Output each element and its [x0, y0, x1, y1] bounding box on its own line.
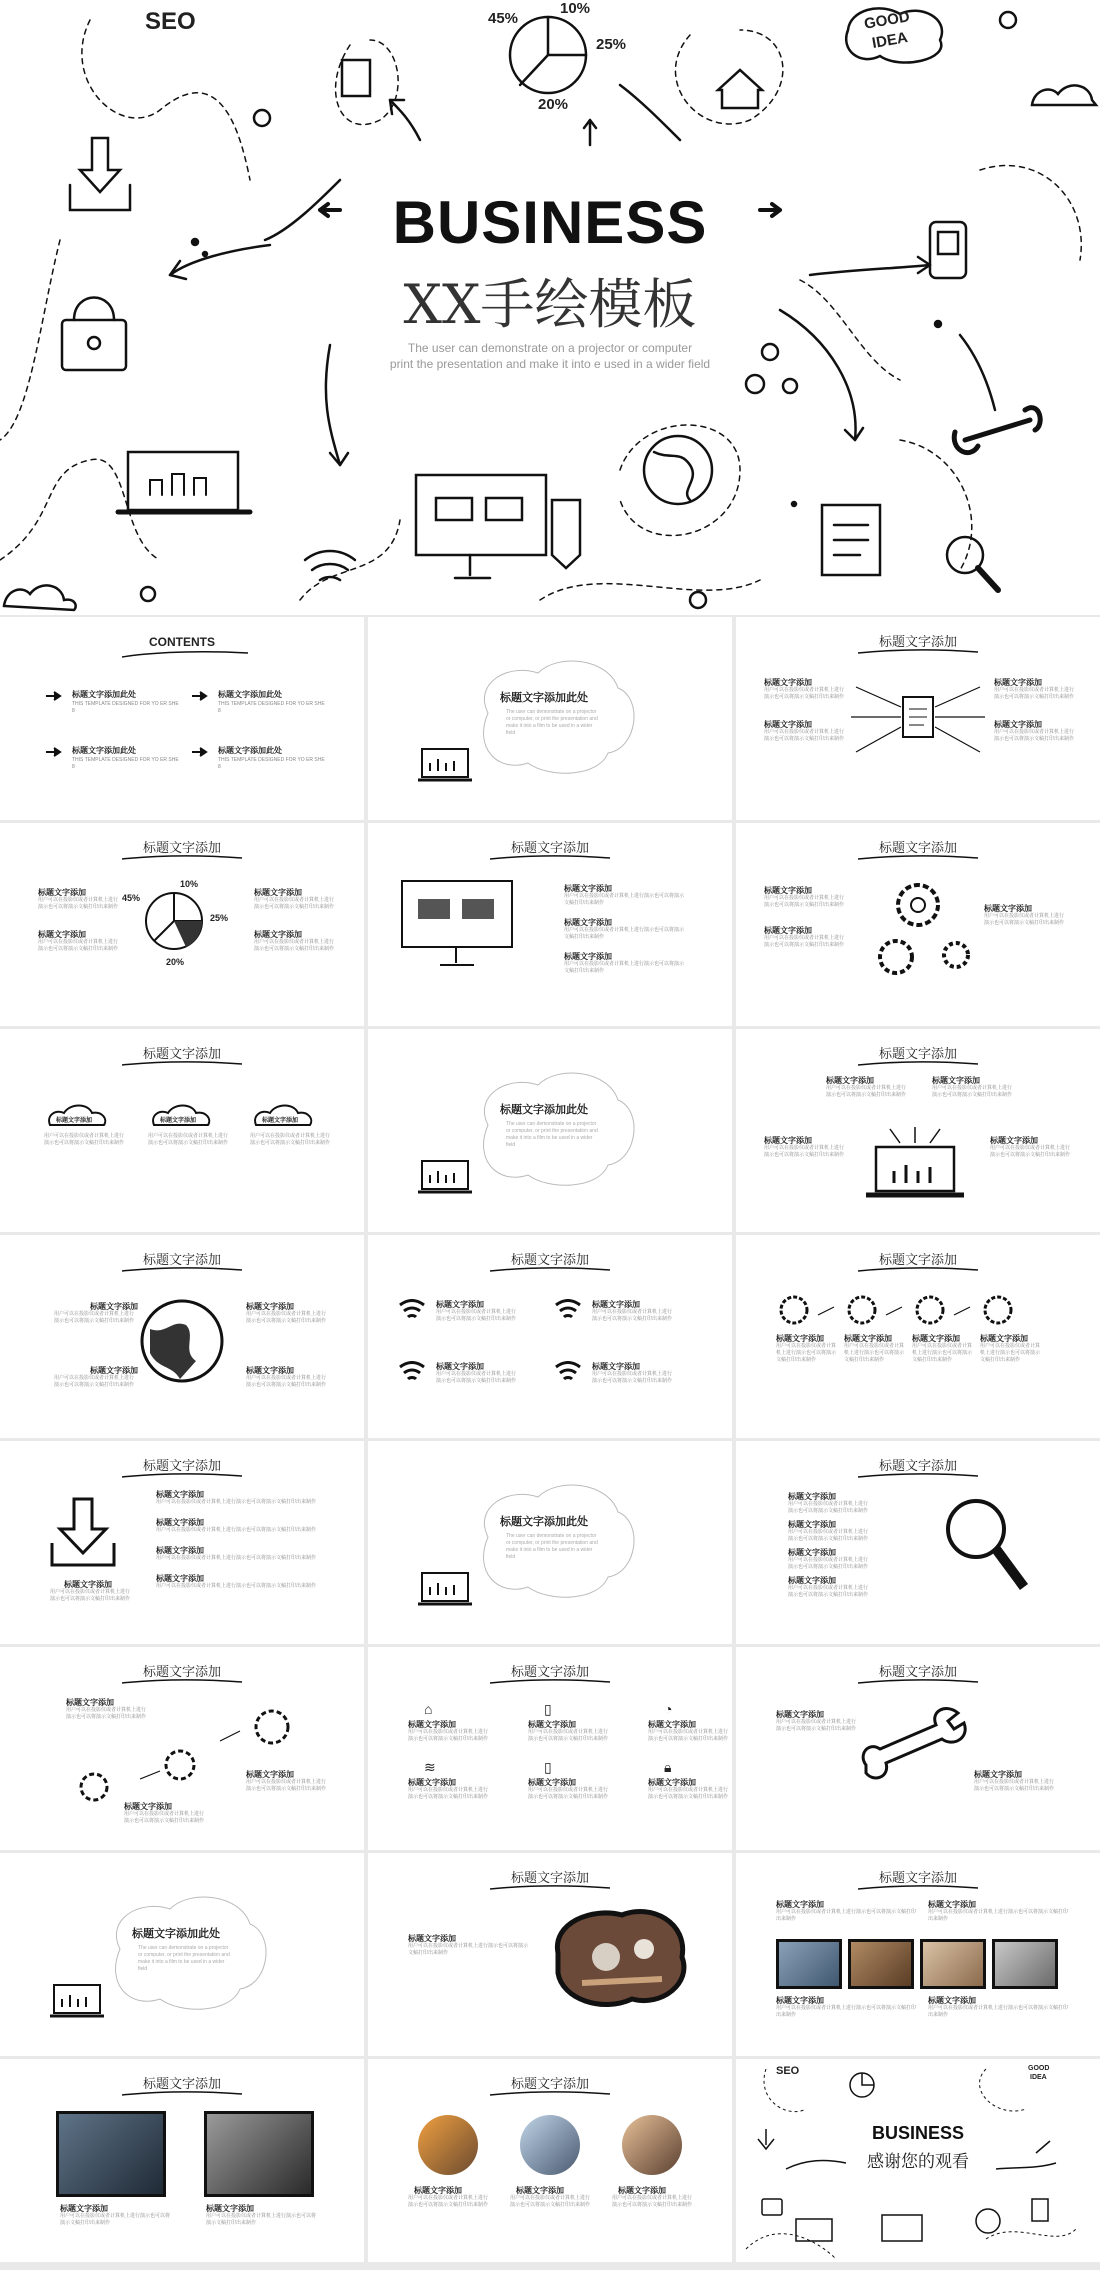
item-text: 用户可以在投影仪或者计算机上进行演示也可以将演示文稿打印出来制作	[54, 1375, 135, 1388]
slide-title: 标题文字添加	[878, 1665, 957, 1680]
arrow-right-icon	[46, 747, 62, 757]
item-text: 用户可以在投影仪或者计算机上进行演示也可以将演示文稿打印出来制作	[156, 1583, 317, 1589]
item-title: 标题文字添加	[844, 1334, 892, 1343]
item-text: 用户可以在投影仪或者计算机上进行演示也可以将演示文稿打印出来制作	[124, 1811, 205, 1824]
section-title: 标题文字添加此处	[500, 1104, 588, 1116]
swoosh-underline	[122, 2091, 242, 2097]
swoosh-underline	[858, 1473, 978, 1479]
item-title: 标题文字添加	[254, 888, 302, 897]
slide-gears[interactable]	[736, 823, 1100, 1026]
slide-download[interactable]	[0, 1441, 364, 1644]
item-title: 标题文字添加	[764, 1136, 812, 1145]
item-text: 用户可以在投影仪或者计算机上进行演示也可以将演示文稿打印出来制作	[984, 913, 1065, 926]
swoosh-underline	[122, 1679, 242, 1685]
item-title: 标题文字添加	[764, 720, 812, 729]
pie-10-label: 10%	[180, 879, 199, 889]
item-text: 用户可以在投影仪或者计算机上进行演示也可以将演示文稿打印出来制作	[50, 1589, 131, 1602]
item-text: 用户可以在投影仪或者计算机上进行演示也可以将演示文稿打印出来制作	[974, 1779, 1055, 1792]
cover-description-line-2: print the presentation and make it into e used in a wider field	[389, 357, 711, 371]
item-title: 标题文字添加	[764, 886, 812, 895]
item-title: 标题文字添加	[408, 1934, 456, 1943]
slide-wrench[interactable]	[736, 1647, 1100, 1850]
contents-item-title: 标题文字添加此处	[72, 690, 136, 699]
item-title: 标题文字添加	[38, 930, 86, 939]
item-title: 标题文字添加	[254, 930, 302, 939]
item-text: 用户可以在投影仪或者计算机上进行演示也可以将演示文稿打印出来制作	[776, 1909, 917, 1922]
item-text: 用户可以在投影仪或者计算机上进行演示也可以将演示文稿打印出来制作	[788, 1585, 869, 1598]
contents-item-title: 标题文字添加此处	[218, 690, 282, 699]
item-text: 用户可以在投影仪或者计算机上进行演示也可以将演示文稿打印出来制作	[980, 1343, 1041, 1363]
item-text: 用户可以在投影仪或者计算机上进行演示也可以将演示文稿打印出来制作	[206, 2213, 317, 2226]
wifi-icon	[398, 1361, 426, 1385]
item-text: 用户可以在投影仪或者计算机上进行演示也可以将演示文稿打印出来制作	[66, 1707, 147, 1720]
item-title: 标题文字添加	[764, 926, 812, 935]
item-title: 标题文字添加	[56, 1118, 93, 1124]
wifi-icon	[554, 1361, 582, 1385]
item-title: 标题文字添加	[994, 678, 1042, 687]
item-title: 标题文字添加	[246, 1366, 294, 1375]
cover-description-line-1: The user can demonstrate on a projector or computer	[407, 341, 693, 355]
item-title: 标题文字添加	[246, 1302, 294, 1311]
item-text: 用户可以在投影仪或者计算机上进行演示也可以将演示文稿打印出来制作	[38, 939, 119, 952]
slide-pie[interactable]	[0, 823, 364, 1026]
slide-title: 标题文字添加	[878, 635, 957, 650]
item-text: 用户可以在投影仪或者计算机上进行演示也可以将演示文稿打印出来制作	[776, 2005, 917, 2018]
cover-title: BUSINESS	[392, 189, 708, 256]
slide-photo-strip[interactable]	[736, 1853, 1100, 2056]
photo-thumbnail	[992, 1939, 1058, 1989]
item-title: 标题文字添加	[156, 1574, 204, 1583]
slide-laptop-spokes[interactable]	[736, 1029, 1100, 1232]
phone-icon: ▯	[544, 1701, 552, 1717]
item-text: 用户可以在投影仪或者计算机上进行演示也可以将演示文稿打印出来制作	[156, 1499, 317, 1505]
item-text: 用户可以在投影仪或者计算机上进行演示也可以将演示文稿打印出来制作	[250, 1133, 331, 1146]
item-title: 标题文字添加	[648, 1720, 696, 1729]
slide-title: 标题文字添加	[878, 1459, 957, 1474]
slide-title: 标题文字添加	[510, 1665, 589, 1680]
item-title: 标题文字添加	[436, 1300, 484, 1309]
item-title: 标题文字添加	[408, 1720, 456, 1729]
photo-thumbnail	[848, 1939, 914, 1989]
item-text: 用户可以在投影仪或者计算机上进行演示也可以将演示文稿打印出来制作	[994, 687, 1075, 700]
swoosh-underline	[858, 649, 978, 655]
slide-monitor[interactable]	[368, 823, 732, 1026]
wrench-icon	[860, 1705, 970, 1785]
item-text: 用户可以在投影仪或者计算机上进行演示也可以将演示文稿打印出来制作	[510, 2195, 591, 2208]
item-title: 标题文字添加	[932, 1076, 980, 1085]
item-title: 标题文字添加	[528, 1720, 576, 1729]
item-text: 用户可以在投影仪或者计算机上进行演示也可以将演示文稿打印出来制作	[156, 1555, 317, 1561]
item-text: 用户可以在投影仪或者计算机上进行演示也可以将演示文稿打印出来制作	[60, 2213, 171, 2226]
item-text: 用户可以在投影仪或者计算机上进行演示也可以将演示文稿打印出来制作	[844, 1343, 905, 1363]
item-title: 标题文字添加	[764, 678, 812, 687]
item-title: 标题文字添加	[592, 1362, 640, 1371]
wifi-icon	[554, 1299, 582, 1323]
slide-title: 标题文字添加	[142, 1047, 221, 1062]
slide-title: 标题文字添加	[878, 1871, 957, 1886]
item-text: 用户可以在投影仪或者计算机上进行演示也可以将演示文稿打印出来制作	[764, 729, 845, 742]
item-text: 用户可以在投影仪或者计算机上进行演示也可以将演示文稿打印出来制作	[994, 729, 1075, 742]
pie-icon: ◔	[664, 1701, 673, 1717]
item-title: 标题文字添加	[788, 1520, 836, 1529]
item-title: 标题文字添加	[160, 1118, 197, 1124]
arrow-right-icon	[192, 747, 208, 757]
item-text: 用户可以在投影仪或者计算机上进行演示也可以将演示文稿打印出来制作	[648, 1787, 729, 1800]
item-text: 用户可以在投影仪或者计算机上进行演示也可以将演示文稿打印出来制作	[44, 1133, 125, 1146]
gears-icon	[866, 875, 976, 985]
item-title: 标题文字添加	[990, 1136, 1038, 1145]
item-text: 用户可以在投影仪或者计算机上进行演示也可以将演示文稿打印出来制作	[612, 2195, 693, 2208]
item-title: 标题文字添加	[928, 1900, 976, 1909]
pie-25-label: 25%	[596, 36, 627, 53]
slide-section[interactable]	[368, 1029, 732, 1232]
item-title: 标题文字添加	[984, 904, 1032, 913]
laptop-icon	[418, 1571, 474, 1611]
swoosh-underline	[858, 1885, 978, 1891]
item-title: 标题文字添加	[776, 1710, 824, 1719]
section-title: 标题文字添加此处	[500, 692, 588, 704]
item-text: 用户可以在投影仪或者计算机上进行演示也可以将演示文稿打印出来制作	[912, 1343, 973, 1363]
item-text: 用户可以在投影仪或者计算机上进行演示也可以将演示文稿打印出来制作	[254, 897, 335, 910]
slide-title: 标题文字添加	[142, 1459, 221, 1474]
swoosh-underline	[122, 855, 242, 861]
item-title: 标题文字添加	[974, 1770, 1022, 1779]
slide-two-photos[interactable]	[0, 2059, 364, 2262]
pie-45-label: 45%	[488, 10, 519, 27]
item-title: 标题文字添加	[414, 2186, 462, 2195]
item-text: 用户可以在投影仪或者计算机上进行演示也可以将演示文稿打印出来制作	[776, 1719, 857, 1732]
good-label: GOOD	[862, 8, 911, 33]
slide-puzzle-gears[interactable]	[0, 1647, 364, 1850]
item-title: 标题文字添加	[928, 1996, 976, 2005]
item-title: 标题文字添加	[262, 1118, 299, 1124]
item-text: 用户可以在投影仪或者计算机上进行演示也可以将演示文稿打印出来制作	[764, 687, 845, 700]
photo-writing	[56, 2111, 166, 2197]
item-text: 用户可以在投影仪或者计算机上进行演示也可以将演示文稿打印出来制作	[436, 1309, 517, 1322]
slide-document-spokes[interactable]	[736, 617, 1100, 820]
download-icon	[48, 1495, 118, 1571]
item-title: 标题文字添加	[90, 1366, 138, 1375]
swoosh-underline	[490, 1885, 610, 1891]
slide-globe[interactable]	[0, 1235, 364, 1438]
slide-title: 标题文字添加	[510, 1871, 589, 1886]
laptop-icon	[418, 1159, 474, 1199]
gear-sequence-icon	[776, 1293, 1066, 1327]
item-title: 标题文字添加	[156, 1518, 204, 1527]
cover-slide	[0, 0, 1100, 615]
slide-gear-steps[interactable]	[736, 1235, 1100, 1438]
item-text: 用户可以在投影仪或者计算机上进行演示也可以将演示文稿打印出来制作	[788, 1501, 869, 1514]
item-text: 用户可以在投影仪或者计算机上进行演示也可以将演示文稿打印出来制作	[148, 1133, 229, 1146]
pie-10-label: 10%	[560, 0, 591, 17]
contents-item-sub: THIS TEMPLATE DESIGNED FOR YO ER SHE 8	[218, 757, 325, 770]
item-text: 用户可以在投影仪或者计算机上进行演示也可以将演示文稿打印出来制作	[564, 927, 685, 940]
idea-label: IDEA	[1030, 2074, 1047, 2081]
slide-title: 标题文字添加	[878, 1253, 957, 1268]
laptop-icon	[50, 1983, 106, 2023]
item-title: 标题文字添加	[564, 918, 612, 927]
item-text: 用户可以在投影仪或者计算机上进行演示也可以将演示文稿打印出来制作	[928, 1909, 1069, 1922]
item-title: 标题文字添加	[38, 888, 86, 897]
slide-ending[interactable]	[736, 2059, 1100, 2262]
slide-title: 标题文字添加	[878, 841, 957, 856]
item-text: 用户可以在投影仪或者计算机上进行演示也可以将演示文稿打印出来制作	[156, 1527, 317, 1533]
item-title: 标题文字添加	[776, 1334, 824, 1343]
item-title: 标题文字添加	[788, 1576, 836, 1585]
slide-title: 标题文字添加	[142, 2077, 221, 2092]
swoosh-underline	[122, 1473, 242, 1479]
slide-title: 标题文字添加	[142, 841, 221, 856]
document-hub-icon	[846, 677, 990, 767]
item-text: 用户可以在投影仪或者计算机上进行演示也可以将演示文稿打印出来制作	[764, 935, 845, 948]
item-text: 用户可以在投影仪或者计算机上进行演示也可以将演示文稿打印出来制作	[528, 1787, 609, 1800]
item-text: 用户可以在投影仪或者计算机上进行演示也可以将演示文稿打印出来制作	[932, 1085, 1013, 1098]
item-text: 用户可以在投影仪或者计算机上进行演示也可以将演示文稿打印出来制作	[764, 895, 845, 908]
section-description: The user can demonstrate on a projector or computer, or print the presentation and make it into a film to be used in a wider field	[138, 1945, 230, 1972]
item-title: 标题文字添加	[788, 1492, 836, 1501]
slide-title: 标题文字添加	[142, 1665, 221, 1680]
item-text: 用户可以在投影仪或者计算机上进行演示也可以将演示文稿打印出来制作	[246, 1311, 327, 1324]
seo-label: SEO	[145, 8, 196, 35]
item-title: 标题文字添加	[980, 1334, 1028, 1343]
photo-circle	[418, 2115, 478, 2175]
slide-title: 标题文字添加	[510, 841, 589, 856]
pie-chart-icon	[134, 881, 214, 961]
item-text: 用户可以在投影仪或者计算机上进行演示也可以将演示文稿打印出来制作	[788, 1557, 869, 1570]
section-description: The user can demonstrate on a projector or computer, or print the presentation and make it into a film to be used in a wider field	[506, 1533, 598, 1560]
ending-subtitle: 感谢您的观看	[867, 2152, 969, 2172]
section-description: The user can demonstrate on a projector or computer, or print the presentation and make it into a film to be used in a wider field	[506, 709, 598, 736]
item-text: 用户可以在投影仪或者计算机上进行演示也可以将演示文稿打印出来制作	[564, 961, 685, 974]
home-icon: ⌂	[424, 1701, 433, 1717]
slide-three-circles[interactable]	[368, 2059, 732, 2262]
ending-title: BUSINESS	[871, 2123, 965, 2143]
photo-office	[204, 2111, 314, 2197]
item-text: 用户可以在投影仪或者计算机上进行演示也可以将演示文稿打印出来制作	[254, 939, 335, 952]
contents-item-sub: THIS TEMPLATE DESIGNED FOR YO ER SHE 8	[218, 701, 325, 714]
item-text: 用户可以在投影仪或者计算机上进行演示也可以将演示文稿打印出来制作	[776, 1343, 837, 1363]
contents-item-title: 标题文字添加此处	[72, 746, 136, 755]
slide-title: 标题文字添加	[142, 1253, 221, 1268]
slide-section[interactable]	[0, 1853, 364, 2056]
item-text: 用户可以在投影仪或者计算机上进行演示也可以将演示文稿打印出来制作	[788, 1529, 869, 1542]
wifi-icon	[398, 1299, 426, 1323]
pie-45-label: 45%	[122, 893, 141, 903]
item-title: 标题文字添加	[206, 2204, 254, 2213]
item-title: 标题文字添加	[60, 2204, 108, 2213]
item-title: 标题文字添加	[64, 1580, 112, 1589]
seo-label: SEO	[776, 2065, 800, 2077]
item-text: 用户可以在投影仪或者计算机上进行演示也可以将演示文稿打印出来制作	[928, 2005, 1069, 2018]
section-title: 标题文字添加此处	[500, 1516, 588, 1528]
slide-wifi[interactable]	[368, 1235, 732, 1438]
contents-item-sub: THIS TEMPLATE DESIGNED FOR YO ER SHE 8	[72, 701, 179, 714]
slide-icon-grid[interactable]	[368, 1647, 732, 1850]
photo-circle	[622, 2115, 682, 2175]
item-title: 标题文字添加	[994, 720, 1042, 729]
cover-description	[350, 340, 750, 372]
photo-thumbnail	[920, 1939, 986, 1989]
contents-item-title: 标题文字添加此处	[218, 746, 282, 755]
item-text: 用户可以在投影仪或者计算机上进行演示也可以将演示文稿打印出来制作	[408, 2195, 489, 2208]
item-title: 标题文字添加	[776, 1996, 824, 2005]
magnifier-icon	[936, 1489, 1036, 1599]
laptop-icon	[418, 747, 474, 787]
wifi-icon: ≋	[424, 1759, 436, 1775]
pie-25-label: 25%	[210, 913, 229, 923]
swoosh-underline	[858, 855, 978, 861]
item-title: 标题文字添加	[156, 1490, 204, 1499]
item-title: 标题文字添加	[156, 1546, 204, 1555]
slide-title: 标题文字添加	[878, 1047, 957, 1062]
slide-contents[interactable]	[0, 617, 364, 820]
item-text: 用户可以在投影仪或者计算机上进行演示也可以将演示文稿打印出来制作	[990, 1145, 1071, 1158]
item-title: 标题文字添加	[66, 1698, 114, 1707]
slide-magnifier[interactable]	[736, 1441, 1100, 1644]
slide-title: 标题文字添加	[510, 2077, 589, 2092]
item-text: 用户可以在投影仪或者计算机上进行演示也可以将演示文稿打印出来制作	[826, 1085, 907, 1098]
globe-icon	[136, 1295, 228, 1387]
item-text: 用户可以在投影仪或者计算机上进行演示也可以将演示文稿打印出来制作	[408, 1943, 529, 1956]
item-title: 标题文字添加	[564, 884, 612, 893]
item-text: 用户可以在投影仪或者计算机上进行演示也可以将演示文稿打印出来制作	[592, 1309, 673, 1322]
phone-icon: ▯	[544, 1759, 552, 1775]
item-title: 标题文字添加	[90, 1302, 138, 1311]
photo-circle	[520, 2115, 580, 2175]
item-title: 标题文字添加	[436, 1362, 484, 1371]
photo-coffee-meeting	[542, 1903, 692, 2013]
slide-section[interactable]	[368, 617, 732, 820]
cover-subtitle: XX手绘模板	[403, 273, 697, 336]
item-title: 标题文字添加	[648, 1778, 696, 1787]
item-title: 标题文字添加	[776, 1900, 824, 1909]
swoosh-underline	[858, 1061, 978, 1067]
swoosh-underline	[490, 1267, 610, 1273]
swoosh-underline	[490, 855, 610, 861]
lock-icon: 🔒︎	[664, 1759, 672, 1775]
swoosh-underline	[122, 1061, 242, 1067]
monitor-icon	[398, 877, 518, 973]
pie-20-label: 20%	[166, 957, 185, 967]
section-title: 标题文字添加此处	[132, 1928, 220, 1940]
item-text: 用户可以在投影仪或者计算机上进行演示也可以将演示文稿打印出来制作	[54, 1311, 135, 1324]
arrow-right-icon	[192, 691, 208, 701]
item-text: 用户可以在投影仪或者计算机上进行演示也可以将演示文稿打印出来制作	[38, 897, 119, 910]
item-title: 标题文字添加	[912, 1334, 960, 1343]
slide-photo-blob[interactable]	[368, 1853, 732, 2056]
item-text: 用户可以在投影仪或者计算机上进行演示也可以将演示文稿打印出来制作	[408, 1729, 489, 1742]
item-title: 标题文字添加	[592, 1300, 640, 1309]
item-text: 用户可以在投影仪或者计算机上进行演示也可以将演示文稿打印出来制作	[246, 1375, 327, 1388]
laptop-icon	[860, 1125, 970, 1205]
pie-20-label: 20%	[538, 96, 569, 113]
swoosh-underline	[858, 1267, 978, 1273]
idea-label: IDEA	[870, 29, 910, 52]
item-text: 用户可以在投影仪或者计算机上进行演示也可以将演示文稿打印出来制作	[246, 1779, 327, 1792]
item-title: 标题文字添加	[618, 2186, 666, 2195]
item-title: 标题文字添加	[528, 1778, 576, 1787]
slide-title: 标题文字添加	[510, 1253, 589, 1268]
item-title: 标题文字添加	[826, 1076, 874, 1085]
item-title: 标题文字添加	[408, 1778, 456, 1787]
swoosh-underline	[122, 1267, 242, 1273]
good-label: GOOD	[1028, 2065, 1050, 2072]
contents-heading: CONTENTS	[149, 635, 215, 649]
arrow-right-icon	[46, 691, 62, 701]
swoosh-underline	[120, 649, 250, 659]
item-title: 标题文字添加	[788, 1548, 836, 1557]
item-text: 用户可以在投影仪或者计算机上进行演示也可以将演示文稿打印出来制作	[436, 1371, 517, 1384]
slide-three-clouds[interactable]	[0, 1029, 364, 1232]
item-title: 标题文字添加	[124, 1802, 172, 1811]
swoosh-underline	[858, 1679, 978, 1685]
item-text: 用户可以在投影仪或者计算机上进行演示也可以将演示文稿打印出来制作	[648, 1729, 729, 1742]
contents-item-sub: THIS TEMPLATE DESIGNED FOR YO ER SHE 8	[72, 757, 179, 770]
swoosh-underline	[490, 2091, 610, 2097]
item-text: 用户可以在投影仪或者计算机上进行演示也可以将演示文稿打印出来制作	[564, 893, 685, 906]
item-text: 用户可以在投影仪或者计算机上进行演示也可以将演示文稿打印出来制作	[528, 1729, 609, 1742]
section-description: The user can demonstrate on a projector or computer, or print the presentation and make it into a film to be used in a wider field	[506, 1121, 598, 1148]
item-text: 用户可以在投影仪或者计算机上进行演示也可以将演示文稿打印出来制作	[764, 1145, 845, 1158]
slide-section[interactable]	[368, 1441, 732, 1644]
item-text: 用户可以在投影仪或者计算机上进行演示也可以将演示文稿打印出来制作	[408, 1787, 489, 1800]
photo-thumbnail	[776, 1939, 842, 1989]
item-title: 标题文字添加	[246, 1770, 294, 1779]
item-title: 标题文字添加	[564, 952, 612, 961]
item-title: 标题文字添加	[516, 2186, 564, 2195]
item-text: 用户可以在投影仪或者计算机上进行演示也可以将演示文稿打印出来制作	[592, 1371, 673, 1384]
swoosh-underline	[490, 1679, 610, 1685]
